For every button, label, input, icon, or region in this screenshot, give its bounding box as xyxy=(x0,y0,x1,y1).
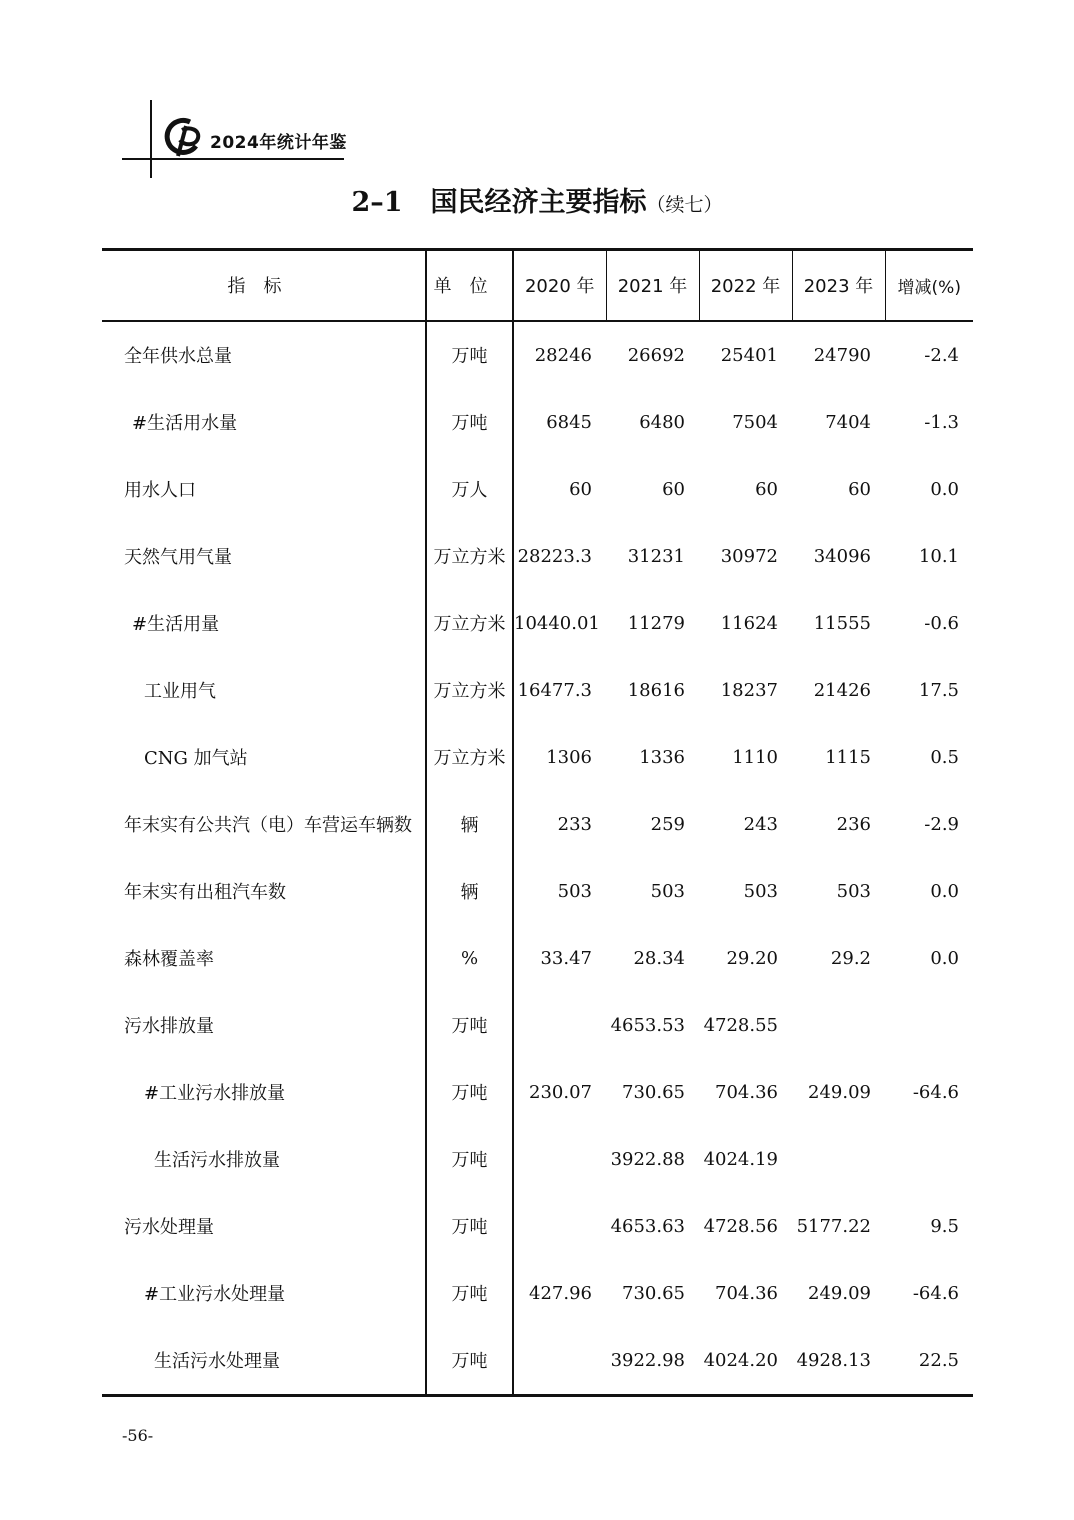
row-value-2020: 16477.3 xyxy=(517,679,592,701)
row-indicator-name: #工业污水处理量 xyxy=(102,1260,426,1327)
header-2021: 2021 年 xyxy=(606,250,699,321)
row-indicator-name: 用水人口 xyxy=(102,456,426,523)
row-unit: 万人 xyxy=(426,456,513,523)
row-value-2021: 4653.63 xyxy=(610,1215,685,1237)
header-2023: 2023 年 xyxy=(792,250,885,321)
row-value-2021: 3922.98 xyxy=(606,1327,699,1396)
row-value-2020 xyxy=(513,1327,606,1396)
row-value-2023: 34096 xyxy=(813,545,871,567)
row-value-2021: 503 xyxy=(650,880,685,902)
row-change: -64.6 xyxy=(912,1282,959,1304)
row-change: 0.0 xyxy=(930,947,959,969)
row-unit: 万立方米 xyxy=(426,523,513,590)
row-unit: 辆 xyxy=(426,791,513,858)
row-indicator-name: #工业污水排放量 xyxy=(102,1059,426,1126)
row-value-2023: 11555 xyxy=(813,612,871,634)
row-value-2021: 730.65 xyxy=(622,1081,685,1103)
row-value-2021: 3922.88 xyxy=(610,1148,685,1170)
row-value-2022: 29.20 xyxy=(726,947,778,969)
row-change: 17.5 xyxy=(918,679,959,701)
yearbook-logo-icon xyxy=(160,116,204,158)
row-value-2021: 11279 xyxy=(627,612,685,634)
row-value-2022: 25401 xyxy=(720,344,778,366)
row-value-2020: 6845 xyxy=(546,411,592,433)
row-value-2023: 29.2 xyxy=(830,947,871,969)
row-value-2020 xyxy=(513,1126,606,1193)
row-value-2023: 7404 xyxy=(825,411,871,433)
table-row xyxy=(102,1260,973,1327)
header-vertical-rule xyxy=(150,100,152,178)
table-number: 2–1 xyxy=(351,187,403,218)
row-change xyxy=(885,1126,973,1193)
indicator-table xyxy=(102,248,973,1397)
row-value-2023: 249.09 xyxy=(808,1282,871,1304)
table-row xyxy=(102,925,973,992)
row-value-2023: 1115 xyxy=(825,746,871,768)
row-unit: 万立方米 xyxy=(426,590,513,657)
table-main-title: 国民经济主要指标 xyxy=(430,187,647,218)
row-unit: 万吨 xyxy=(426,1260,513,1327)
row-value-2020: 233 xyxy=(557,813,592,835)
table-row xyxy=(102,1059,973,1126)
row-indicator-name: 污水处理量 xyxy=(102,1193,426,1260)
row-unit: 万立方米 xyxy=(426,724,513,791)
row-value-2020 xyxy=(513,992,606,1059)
row-value-2022: 503 xyxy=(743,880,778,902)
row-change: 0.0 xyxy=(930,478,959,500)
row-value-2022: 60 xyxy=(755,478,778,500)
table-row xyxy=(102,389,973,456)
row-value-2022: 704.36 xyxy=(715,1282,778,1304)
row-value-2021: 28.34 xyxy=(633,947,685,969)
header-unit: 单位 xyxy=(426,250,513,321)
row-indicator-name: 年末实有公共汽（电）车营运车辆数 xyxy=(102,791,426,858)
row-value-2020: 1306 xyxy=(546,746,592,768)
row-value-2023: 236 xyxy=(836,813,871,835)
row-indicator-name: 天然气用气量 xyxy=(102,523,426,590)
row-value-2020: 230.07 xyxy=(529,1081,592,1103)
page-number: -56- xyxy=(122,1426,154,1445)
row-unit: 万吨 xyxy=(426,389,513,456)
table-row xyxy=(102,590,973,657)
row-value-2023: 4928.13 xyxy=(792,1327,885,1396)
table-row xyxy=(102,992,973,1059)
row-value-2021: 259 xyxy=(650,813,685,835)
row-unit: 万吨 xyxy=(426,1059,513,1126)
header-2022: 2022 年 xyxy=(699,250,792,321)
row-indicator-name: #生活用水量 xyxy=(102,389,426,456)
row-unit: 万吨 xyxy=(426,1327,513,1396)
row-value-2021: 6480 xyxy=(639,411,685,433)
row-indicator-name: CNG 加气站 xyxy=(102,724,426,791)
row-value-2022: 11624 xyxy=(720,612,778,634)
table-row xyxy=(102,321,973,389)
table-row xyxy=(102,456,973,523)
row-value-2023: 5177.22 xyxy=(796,1215,871,1237)
row-value-2020: 503 xyxy=(557,880,592,902)
row-value-2022: 4024.19 xyxy=(703,1148,778,1170)
row-change: 0.5 xyxy=(930,746,959,768)
row-indicator-name: 生活污水排放量 xyxy=(102,1126,426,1193)
row-indicator-name: 工业用气 xyxy=(102,657,426,724)
table-subtitle: （续七） xyxy=(646,194,723,216)
row-value-2023 xyxy=(792,1126,885,1193)
table-header-row xyxy=(102,250,973,321)
row-change: 10.1 xyxy=(918,545,959,567)
row-value-2021: 730.65 xyxy=(622,1282,685,1304)
row-value-2022: 4728.56 xyxy=(703,1215,778,1237)
row-change: -64.6 xyxy=(912,1081,959,1103)
table-row xyxy=(102,1327,973,1396)
row-value-2023: 21426 xyxy=(813,679,871,701)
row-value-2022: 4024.20 xyxy=(699,1327,792,1396)
row-value-2022: 4728.55 xyxy=(703,1014,778,1036)
row-value-2023: 60 xyxy=(848,478,871,500)
table-row xyxy=(102,523,973,590)
row-value-2020: 427.96 xyxy=(529,1282,592,1304)
row-value-2021: 31231 xyxy=(627,545,685,567)
row-unit: % xyxy=(426,925,513,992)
row-change: -2.4 xyxy=(924,344,959,366)
header-horizontal-rule xyxy=(122,158,344,160)
row-value-2022: 18237 xyxy=(720,679,778,701)
row-unit: 万吨 xyxy=(426,321,513,389)
row-value-2021: 4653.53 xyxy=(610,1014,685,1036)
row-indicator-name: 年末实有出租汽车数 xyxy=(102,858,426,925)
row-change: 9.5 xyxy=(930,1215,959,1237)
row-unit: 万吨 xyxy=(426,992,513,1059)
row-change: 22.5 xyxy=(885,1327,973,1396)
row-value-2022: 243 xyxy=(743,813,778,835)
row-value-2021: 60 xyxy=(662,478,685,500)
table-row xyxy=(102,657,973,724)
header-2020: 2020 年 xyxy=(513,250,606,321)
row-value-2021: 26692 xyxy=(627,344,685,366)
row-unit: 万吨 xyxy=(426,1126,513,1193)
row-value-2020 xyxy=(513,1193,606,1260)
row-change: -1.3 xyxy=(924,411,959,433)
row-change xyxy=(885,992,973,1059)
row-change: -2.9 xyxy=(924,813,959,835)
row-indicator-name: 全年供水总量 xyxy=(102,321,426,389)
row-value-2020: 60 xyxy=(569,478,592,500)
row-unit: 万吨 xyxy=(426,1193,513,1260)
row-change: -0.6 xyxy=(924,612,959,634)
table-row xyxy=(102,1126,973,1193)
yearbook-title: 2024年统计年鉴 xyxy=(210,133,347,153)
row-value-2023 xyxy=(792,992,885,1059)
row-value-2023: 24790 xyxy=(813,344,871,366)
table-title xyxy=(0,180,1074,219)
row-indicator-name: 生活污水处理量 xyxy=(102,1327,426,1396)
row-value-2021: 18616 xyxy=(627,679,685,701)
row-value-2023: 503 xyxy=(836,880,871,902)
row-value-2020: 10440.01 xyxy=(514,612,600,634)
row-value-2022: 7504 xyxy=(732,411,778,433)
row-value-2020: 33.47 xyxy=(540,947,592,969)
row-unit: 万立方米 xyxy=(426,657,513,724)
row-value-2020: 28246 xyxy=(534,344,592,366)
row-indicator-name: #生活用量 xyxy=(102,590,426,657)
row-value-2021: 1336 xyxy=(639,746,685,768)
header-indicator: 指标 xyxy=(102,250,426,321)
table-row xyxy=(102,724,973,791)
header-change: 增减(%) xyxy=(885,250,973,321)
row-value-2022: 1110 xyxy=(732,746,778,768)
row-value-2022: 704.36 xyxy=(715,1081,778,1103)
row-indicator-name: 森林覆盖率 xyxy=(102,925,426,992)
row-value-2020: 28223.3 xyxy=(517,545,592,567)
table-row xyxy=(102,1193,973,1260)
row-value-2022: 30972 xyxy=(720,545,778,567)
row-value-2023: 249.09 xyxy=(808,1081,871,1103)
row-change: 0.0 xyxy=(930,880,959,902)
table-row xyxy=(102,791,973,858)
row-indicator-name: 污水排放量 xyxy=(102,992,426,1059)
table-row xyxy=(102,858,973,925)
row-unit: 辆 xyxy=(426,858,513,925)
